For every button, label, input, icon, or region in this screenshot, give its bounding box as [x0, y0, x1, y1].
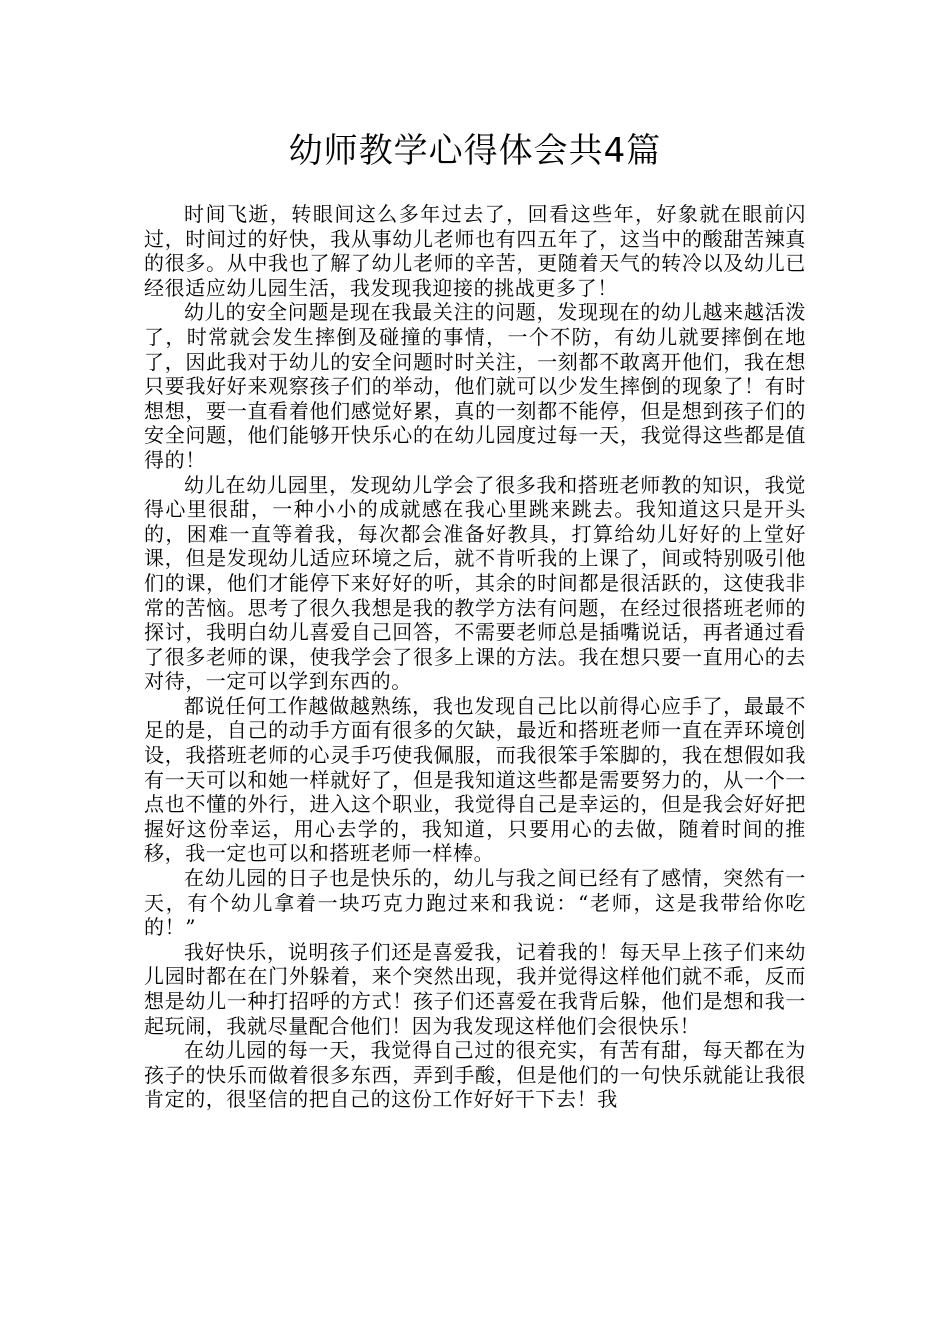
paragraph: 在幼儿园的日子也是快乐的，幼儿与我之间已经有了感情，突然有一天，有个幼儿拿着一块巧克力跑过来和我说：“老师，这是我带给你吃的！” — [144, 866, 806, 940]
document-body — [144, 202, 806, 1112]
paragraph: 幼儿的安全问题是现在我最关注的问题，发现现在的幼儿越来越活泼了，时常就会发生摔倒及碰撞的事情，一个不防，有幼儿就要摔倒在地了，因此我对于幼儿的安全问题时时关注，一刻都不敢离开他们，我在想只要我好好来观察孩子们的举动，他们就可以少发生摔倒的现象了！有时想想，要一直看着他们感觉好累，真的一刻都不能停，但是想到孩子们的安全问题，他们能够开快乐心的在幼儿园度过每一天，我觉得这些都是值得的！ — [144, 300, 806, 472]
paragraph: 在幼儿园的每一天，我觉得自己过的很充实，有苦有甜，每天都在为孩子的快乐而做着很多东西，弄到手酸，但是他们的一句快乐就能让我很肯定的，很坚信的把自己的这份工作好好干下去！我 — [144, 1038, 806, 1112]
paragraph: 时间飞逝，转眼间这么多年过去了，回看这些年，好象就在眼前闪过，时间过的好快，我从事幼儿老师也有四五年了，这当中的酸甜苦辣真的很多。从中我也了解了幼儿老师的辛苦，更随着天气的转冷以及幼儿已经很适应幼儿园生活，我发现我迎接的挑战更多了！ — [144, 202, 806, 300]
paragraph: 都说任何工作越做越熟练，我也发现自己比以前得心应手了，最最不足的是，自己的动手方面有很多的欠缺，最近和搭班老师一直在弄环境创设，我搭班老师的心灵手巧使我佩服，而我很笨手笨脚的，我在想假如我有一天可以和她一样就好了，但是我知道这些都是需要努力的，从一个一点也不懂的外行，进入这个职业，我觉得自己是幸运的，但是我会好好把握好这份幸运，用心去学的，我知道，只要用心的去做，随着时间的推移，我一定也可以和搭班老师一样棒。 — [144, 693, 806, 866]
document-title: 幼师教学心得体会共4篇 — [288, 131, 662, 171]
paragraph: 幼儿在幼儿园里，发现幼儿学会了很多我和搭班老师教的知识，我觉得心里很甜，一种小小的成就感在我心里跳来跳去。我知道这只是开头的，困难一直等着我，每次都会准备好教具，打算给幼儿好好的上堂好课，但是发现幼儿适应环境之后，就不肯听我的上课了，间或特别吸引他们的课，他们才能停下来好好的听，其余的时间都是很活跃的，这使我非常的苦恼。思考了很久我想是我的教学方法有问题，在经过很搭班老师的探讨，我明白幼儿喜爱自己回答，不需要老师总是插嘴说话，再者通过看了很多老师的课，使我学会了很多上课的方法。我在想只要一直用心的去对待，一定可以学到东西的。 — [144, 472, 806, 694]
paragraph: 我好快乐，说明孩子们还是喜爱我，记着我的！每天早上孩子们来幼儿园时都在在门外躲着，来个突然出现，我并觉得这样他们就不乖，反而想是幼儿一种打招呼的方式！孩子们还喜爱在我背后躲，他们是想和我一起玩闹，我就尽量配合他们！因为我发现这样他们会很快乐！ — [144, 939, 806, 1038]
